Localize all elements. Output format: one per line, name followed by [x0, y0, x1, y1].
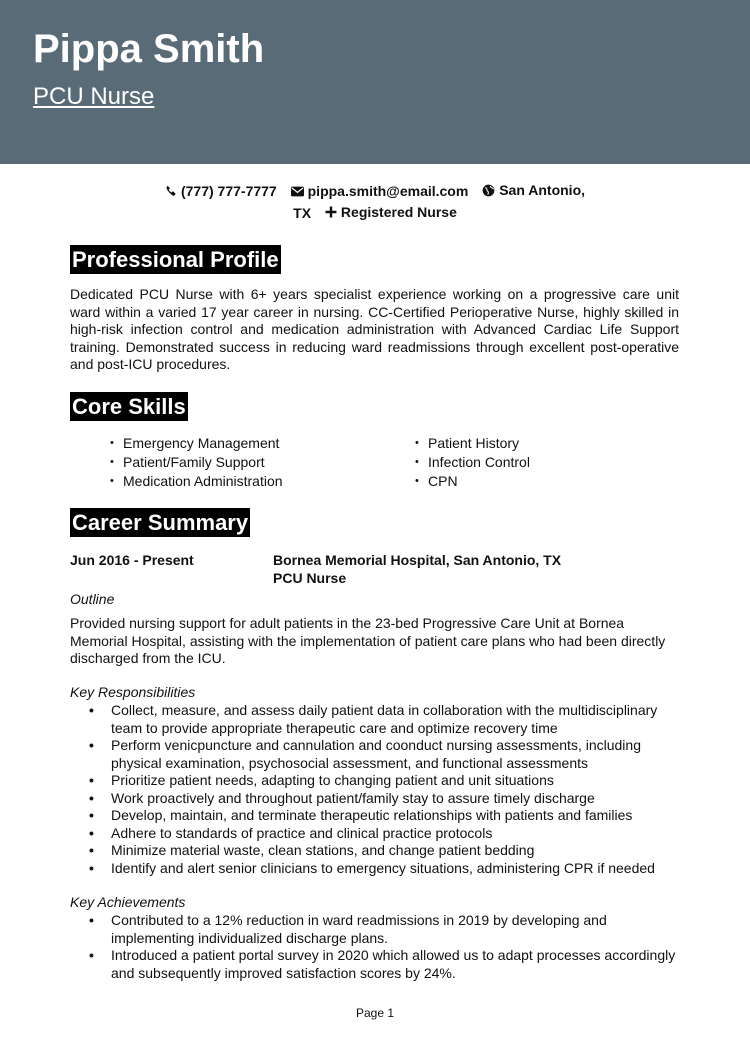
outline-label: Outline — [70, 591, 115, 607]
responsibilities-label: Key Responsibilities — [70, 684, 196, 700]
phone-icon — [165, 185, 177, 197]
skill-item: • Patient/Family Support — [110, 453, 283, 472]
candidate-name: Pippa Smith — [33, 27, 265, 71]
skill-item: • CPN — [415, 472, 530, 491]
achievements-label: Key Achievements — [70, 894, 186, 910]
email-text: pippa.smith@email.com — [307, 183, 469, 199]
list-item: • Perform venicpuncture and cannulation and coonduct nursing assessments, including physical examination, psychosocial assessment, and functional assessments — [111, 737, 686, 772]
list-item: • Work proactively and throughout patient/family stay to assure timely discharge — [111, 790, 686, 808]
list-item: • Adhere to standards of practice and clinical practice protocols — [111, 825, 686, 843]
location-text-2: TX — [293, 204, 312, 221]
list-item: • Collect, measure, and assess daily patient data in collaboration with the multidisciplinary team to provide appropriate therapeutic care and optimize recovery time — [111, 702, 686, 737]
achievements-list — [111, 912, 686, 982]
responsibilities-list — [111, 702, 686, 877]
skills-heading: Core Skills — [72, 394, 186, 419]
job-organization: Bornea Memorial Hospital, San Antonio, TX — [273, 552, 562, 568]
skills-list-right — [415, 434, 530, 491]
contact-location — [482, 180, 585, 200]
profile-summary: Dedicated PCU Nurse with 6+ years specialist experience working on a progressive care unit ward within a varied 17 year career in nursing. CC-Certified Perioperative Nurse, highly skilled in high-risk infection control and medication administration with Advanced Cardiac Life Support training. Demonstrated success in reducing ward readmissions through excellent post-operative and post-ICU procedures. — [70, 286, 679, 373]
list-item: • Minimize material waste, clean stations, and change patient bedding — [111, 842, 686, 860]
list-item: • Identify and alert senior clinicians to emergency situations, administering CPR if needed — [111, 860, 686, 878]
job-position: PCU Nurse — [273, 570, 347, 586]
contact-bar — [0, 180, 750, 223]
contact-email — [291, 181, 469, 201]
contact-credential — [325, 202, 457, 222]
skill-item: • Emergency Management — [110, 434, 283, 453]
plus-icon — [325, 206, 337, 218]
location-text-1: San Antonio, — [499, 182, 586, 198]
credential-text: Registered Nurse — [340, 203, 457, 220]
skill-item: • Medication Administration — [110, 472, 283, 491]
job-outline: Provided nursing support for adult patients in the 23-bed Progressive Care Unit at Bornea Memorial Hospital, assisting with the implementation of patient care plans who had been directly discharged from the ICU. — [70, 615, 666, 667]
contact-line-1 — [0, 180, 750, 202]
envelope-icon — [291, 186, 304, 197]
career-heading: Career Summary — [72, 510, 249, 535]
location-continued — [293, 203, 311, 223]
skill-item: • Infection Control — [415, 453, 530, 472]
page-number: Page 1 — [355, 1006, 395, 1020]
resume-header — [0, 0, 750, 164]
contact-phone — [165, 181, 277, 201]
candidate-role: PCU Nurse — [33, 83, 155, 110]
profile-heading: Professional Profile — [72, 247, 279, 272]
skill-item: • Patient History — [415, 434, 530, 453]
list-item: • Introduced a patient portal survey in 2020 which allowed us to adapt processes accordingly and subsequently improved satisfaction scores by 24%. — [111, 947, 686, 982]
list-item: • Contributed to a 12% reduction in ward readmissions in 2019 by developing and implementing individualized discharge plans. — [111, 912, 686, 947]
skills-list-left — [110, 434, 283, 491]
phone-text: (777) 777-7777 — [180, 182, 277, 199]
contact-line-2 — [0, 202, 750, 223]
job-dates: Jun 2016 - Present — [70, 552, 194, 568]
list-item: • Develop, maintain, and terminate therapeutic relationships with patients and families — [111, 807, 686, 825]
list-item: • Prioritize patient needs, adapting to changing patient and unit situations — [111, 772, 686, 790]
globe-icon — [482, 184, 495, 197]
